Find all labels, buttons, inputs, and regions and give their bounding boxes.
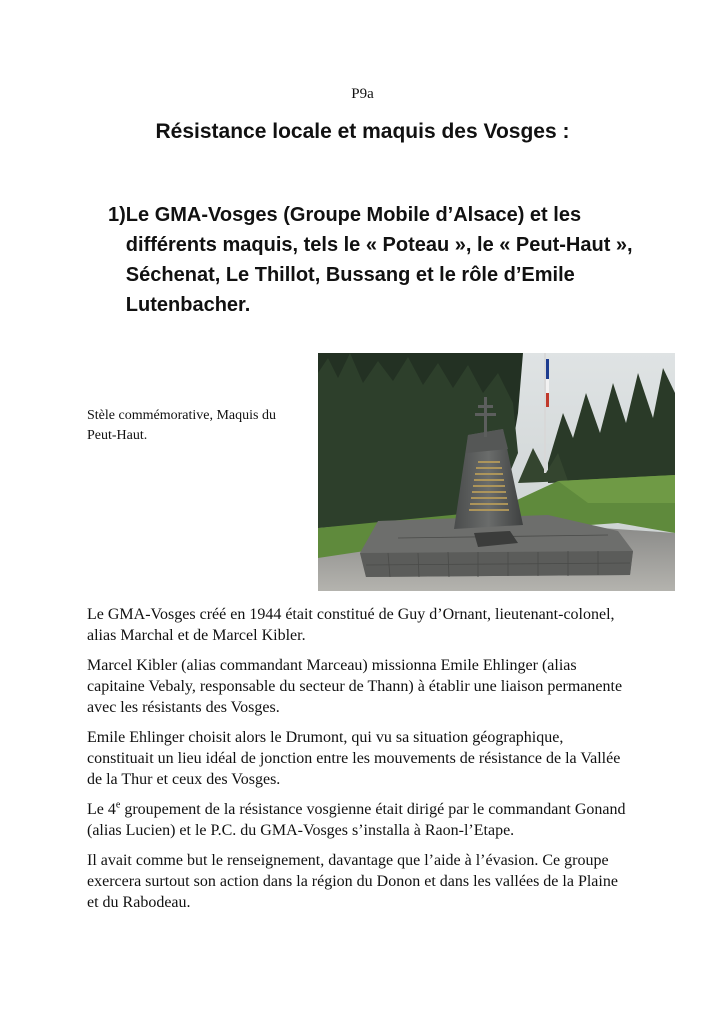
section-heading [108,200,668,320]
page-number: P9a [351,86,374,102]
paragraph-text: groupement de la résistance vosgienne était dirigé par le commandant Gonand (alias Lucien) et le P.C. du GMA-Vosges s’installa à Raon-l’Etape. [87,801,626,839]
paragraph: Marcel Kibler (alias commandant Marceau) missionna Emile Ehlinger (alias capitaine Vebaly, responsable du secteur de Thann) à établir une liaison permanente avec les résistants des Vosges. [87,657,623,716]
paragraph [87,799,632,841]
paragraph: Il avait comme but le renseignement, davantage que l’aide à l’évasion. Ce groupe exercera surtout son action dans la région du Donon et dans les vallées de la Plaine et du Rabodeau. [87,852,618,911]
section-heading-text: Le GMA-Vosges (Groupe Mobile d’Alsace) et les différents maquis, tels le « Poteau », le « Peut-Haut », Séchenat, Le Thillot, Bussang et le rôle d’Emile Lutenbacher. [125,204,633,316]
memorial-photo [318,353,675,591]
memorial-stele-illustration [318,353,675,591]
paragraph: Le GMA-Vosges créé en 1944 était constitué de Guy d’Ornant, lieutenant-colonel, alias Marchal et de Marcel Kibler. [87,606,615,644]
paragraph: Emile Ehlinger choisit alors le Drumont, qui vu sa situation géographique, constituait un lieu idéal de jonction entre les mouvements de résistance de la Vallée de la Thur et ceux des Vosges. [87,729,621,788]
ordinal-superscript: e [115,799,121,811]
body-text [87,604,632,922]
section-number: 1) [108,204,126,226]
photo-caption: Stèle commémorative, Maquis du Peut-Haut. [87,408,276,443]
page-title: Résistance locale et maquis des Vosges : [155,120,570,143]
paragraph-text: Le 4 [87,801,116,818]
